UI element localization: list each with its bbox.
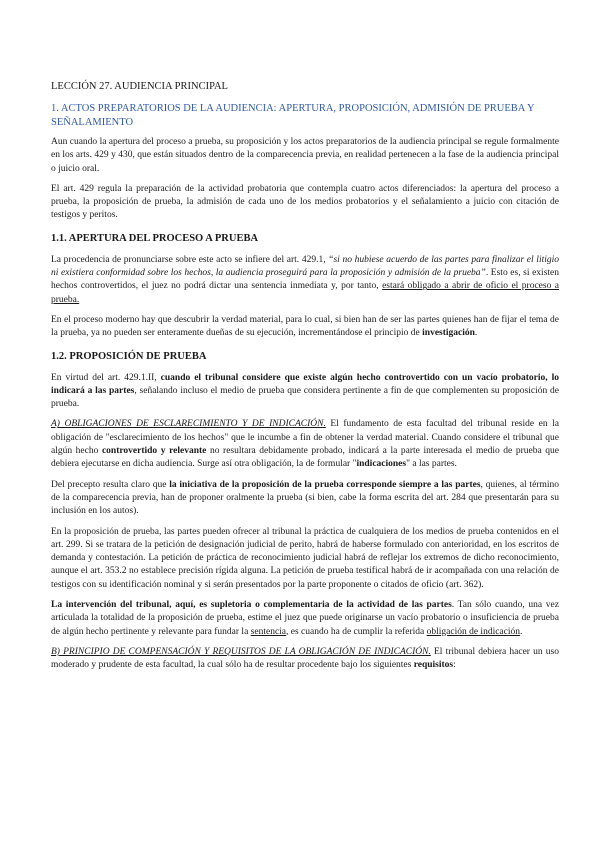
text-span: La procedencia de pronunciarse sobre este acto se infiere del art. 429.1, (51, 254, 329, 265)
text-span: . (520, 626, 523, 637)
text-span: . Esto es, si existen hechos controvertidos, el juez no podrá dictar una sentencia inmediata y, por tanto, (51, 268, 559, 292)
subsection-heading-1-1: 1.1. APERTURA DEL PROCESO A PRUEBA (51, 232, 259, 244)
paragraph (51, 372, 559, 412)
bold-text: la iniciativa de la proposición de la prueba corresponde siempre a las partes (169, 479, 481, 490)
text-span: . Tan sólo cuando, una vez articulada la totalidad de la proposición de prueba, estime el juez que puede originarse un vacío probatorio o insuficiencia de prueba de algún hecho pertinente y relevante para fundar la (51, 600, 559, 637)
paragraph: En la proposición de prueba, las partes pueden ofrecer al tribunal la práctica de cualquiera de los medios de prueba contenidos en el art. 299. Si se tratara de la petición de designación judicial de perito, habrá de haberse formulado con anterioridad, en los escritos de demanda y contestación. La petición de práctica de reconocimiento judicial habrá de reflejar los extremos de dicho reconocimiento, aunque el art. 353.2 no establece precisión rígida alguna. La petición de prueba testifical habrá de ir acompañada con una relación de testigos con su identificación nominal y si serán presentados por la parte proponente o citados de oficio (art. 362). (51, 526, 559, 590)
text-span: , es cuando ha de cumplir la referida (286, 626, 427, 637)
section-heading-1: 1. ACTOS PREPARATORIOS DE LA AUDIENCIA: APERTURA, PROPOSICIÓN, ADMISIÓN DE PRUEBA Y SEÑALAMIENTO (51, 103, 535, 128)
text-span: Del precepto resulta claro que (51, 479, 170, 490)
bold-text: requisitos (413, 660, 454, 671)
text-span: El fundamento de esta facultad del tribunal reside en la obligación de "esclarecimiento de los hechos" que le incumbe a fin de obtener la verdad material. Cuando considere el tribunal que algún hecho (51, 419, 559, 457)
text-span: En el proceso moderno hay que descubrir la verdad material, para lo cual, si bien han de ser las partes quienes han de fijar el tema de la prueba, ya no pueden ser enteramente dueñas de su ejecución, incrementándose el principio de (51, 314, 559, 339)
paragraph: El art. 429 regula la preparación de la actividad probatoria que contempla cuatro actos diferenciados: la apertura del proceso a prueba, la proposición de prueba, la admisión de cada uno de los medios probatorios y el señalamiento a juicio con citación de testigos y peritos. (51, 183, 559, 221)
text-span: El tribunal debiera hacer un uso moderado y prudente de esta facultad, la cual sólo ha de resultar procedente bajo los siguientes (51, 646, 559, 671)
text-span: no resultara debidamente probado, indicará a la parte interesada el medio de prueba que debiera ejecutarse en dicha audiencia. Surge así otra obligación, la de formular " (51, 446, 559, 470)
bold-text: La intervención del tribunal, aquí, es supletoria o complementaria de la actividad de las partes (51, 600, 452, 611)
paragraph: Aun cuando la apertura del proceso a prueba, su proposición y los actos preparatorios de la audiencia principal se regule formalmente en los arts. 429 y 430, que están situados dentro de la comparecencia previa, en realidad pertenecen a la fase de la audiencia principal o juicio oral. (51, 137, 559, 174)
bold-text: controvertido y relevante (101, 446, 207, 457)
underlined-text: estará obligado a abrir de oficio el proceso a prueba. (51, 281, 559, 305)
document-page (51, 80, 559, 680)
paragraph (51, 599, 559, 639)
bold-text: indicaciones (356, 459, 407, 470)
text-span: : (453, 660, 456, 671)
quote-text: “si no hubiese acuerdo de las partes para finalizar el litigio ni existiera conformidad sobre los hechos, la audiencia proseguirá para la proposición y admisión de la prueba” (51, 254, 559, 279)
paragraph (51, 646, 559, 673)
subsection-heading-1-2: 1.2. PROPOSICIÓN DE PRUEBA (51, 350, 207, 362)
paragraph (51, 479, 559, 519)
subheading-a: A) OBLIGACIONES DE ESCLARECIMIENTO Y DE INDICACIÓN. (51, 419, 326, 430)
subheading-b: B) PRINCIPIO DE COMPENSACIÓN Y REQUISITOS DE LA OBLIGACIÓN DE INDICACIÓN. (51, 646, 431, 657)
underlined-text: obligación de indicación (426, 626, 520, 637)
text-span: " a las partes. (406, 459, 457, 470)
text-span: . (474, 328, 478, 339)
bold-text: cuando el tribunal considere que existe algún hecho controvertido con un vacío probatorio, lo indicará a las partes (51, 372, 560, 396)
text-span: , quienes, al término de la comparecencia previa, han de proponer oralmente la prueba (si bien, cabe la forma escrita del art. 284 que presentarán para su inclusión en los autos). (51, 479, 559, 517)
paragraph (51, 254, 559, 307)
bold-text: investigación (422, 328, 475, 339)
underlined-text: sentencia (250, 626, 287, 637)
paragraph (51, 314, 559, 341)
paragraph (51, 418, 559, 471)
text-span: En virtud del art. 429.1.II, (51, 372, 161, 383)
text-span: , señalando incluso el medio de prueba que considera pertinente a fin de que complementen su proposición de prueba. (51, 385, 559, 410)
lesson-title: LECCIÓN 27. AUDIENCIA PRINCIPAL (51, 81, 228, 92)
